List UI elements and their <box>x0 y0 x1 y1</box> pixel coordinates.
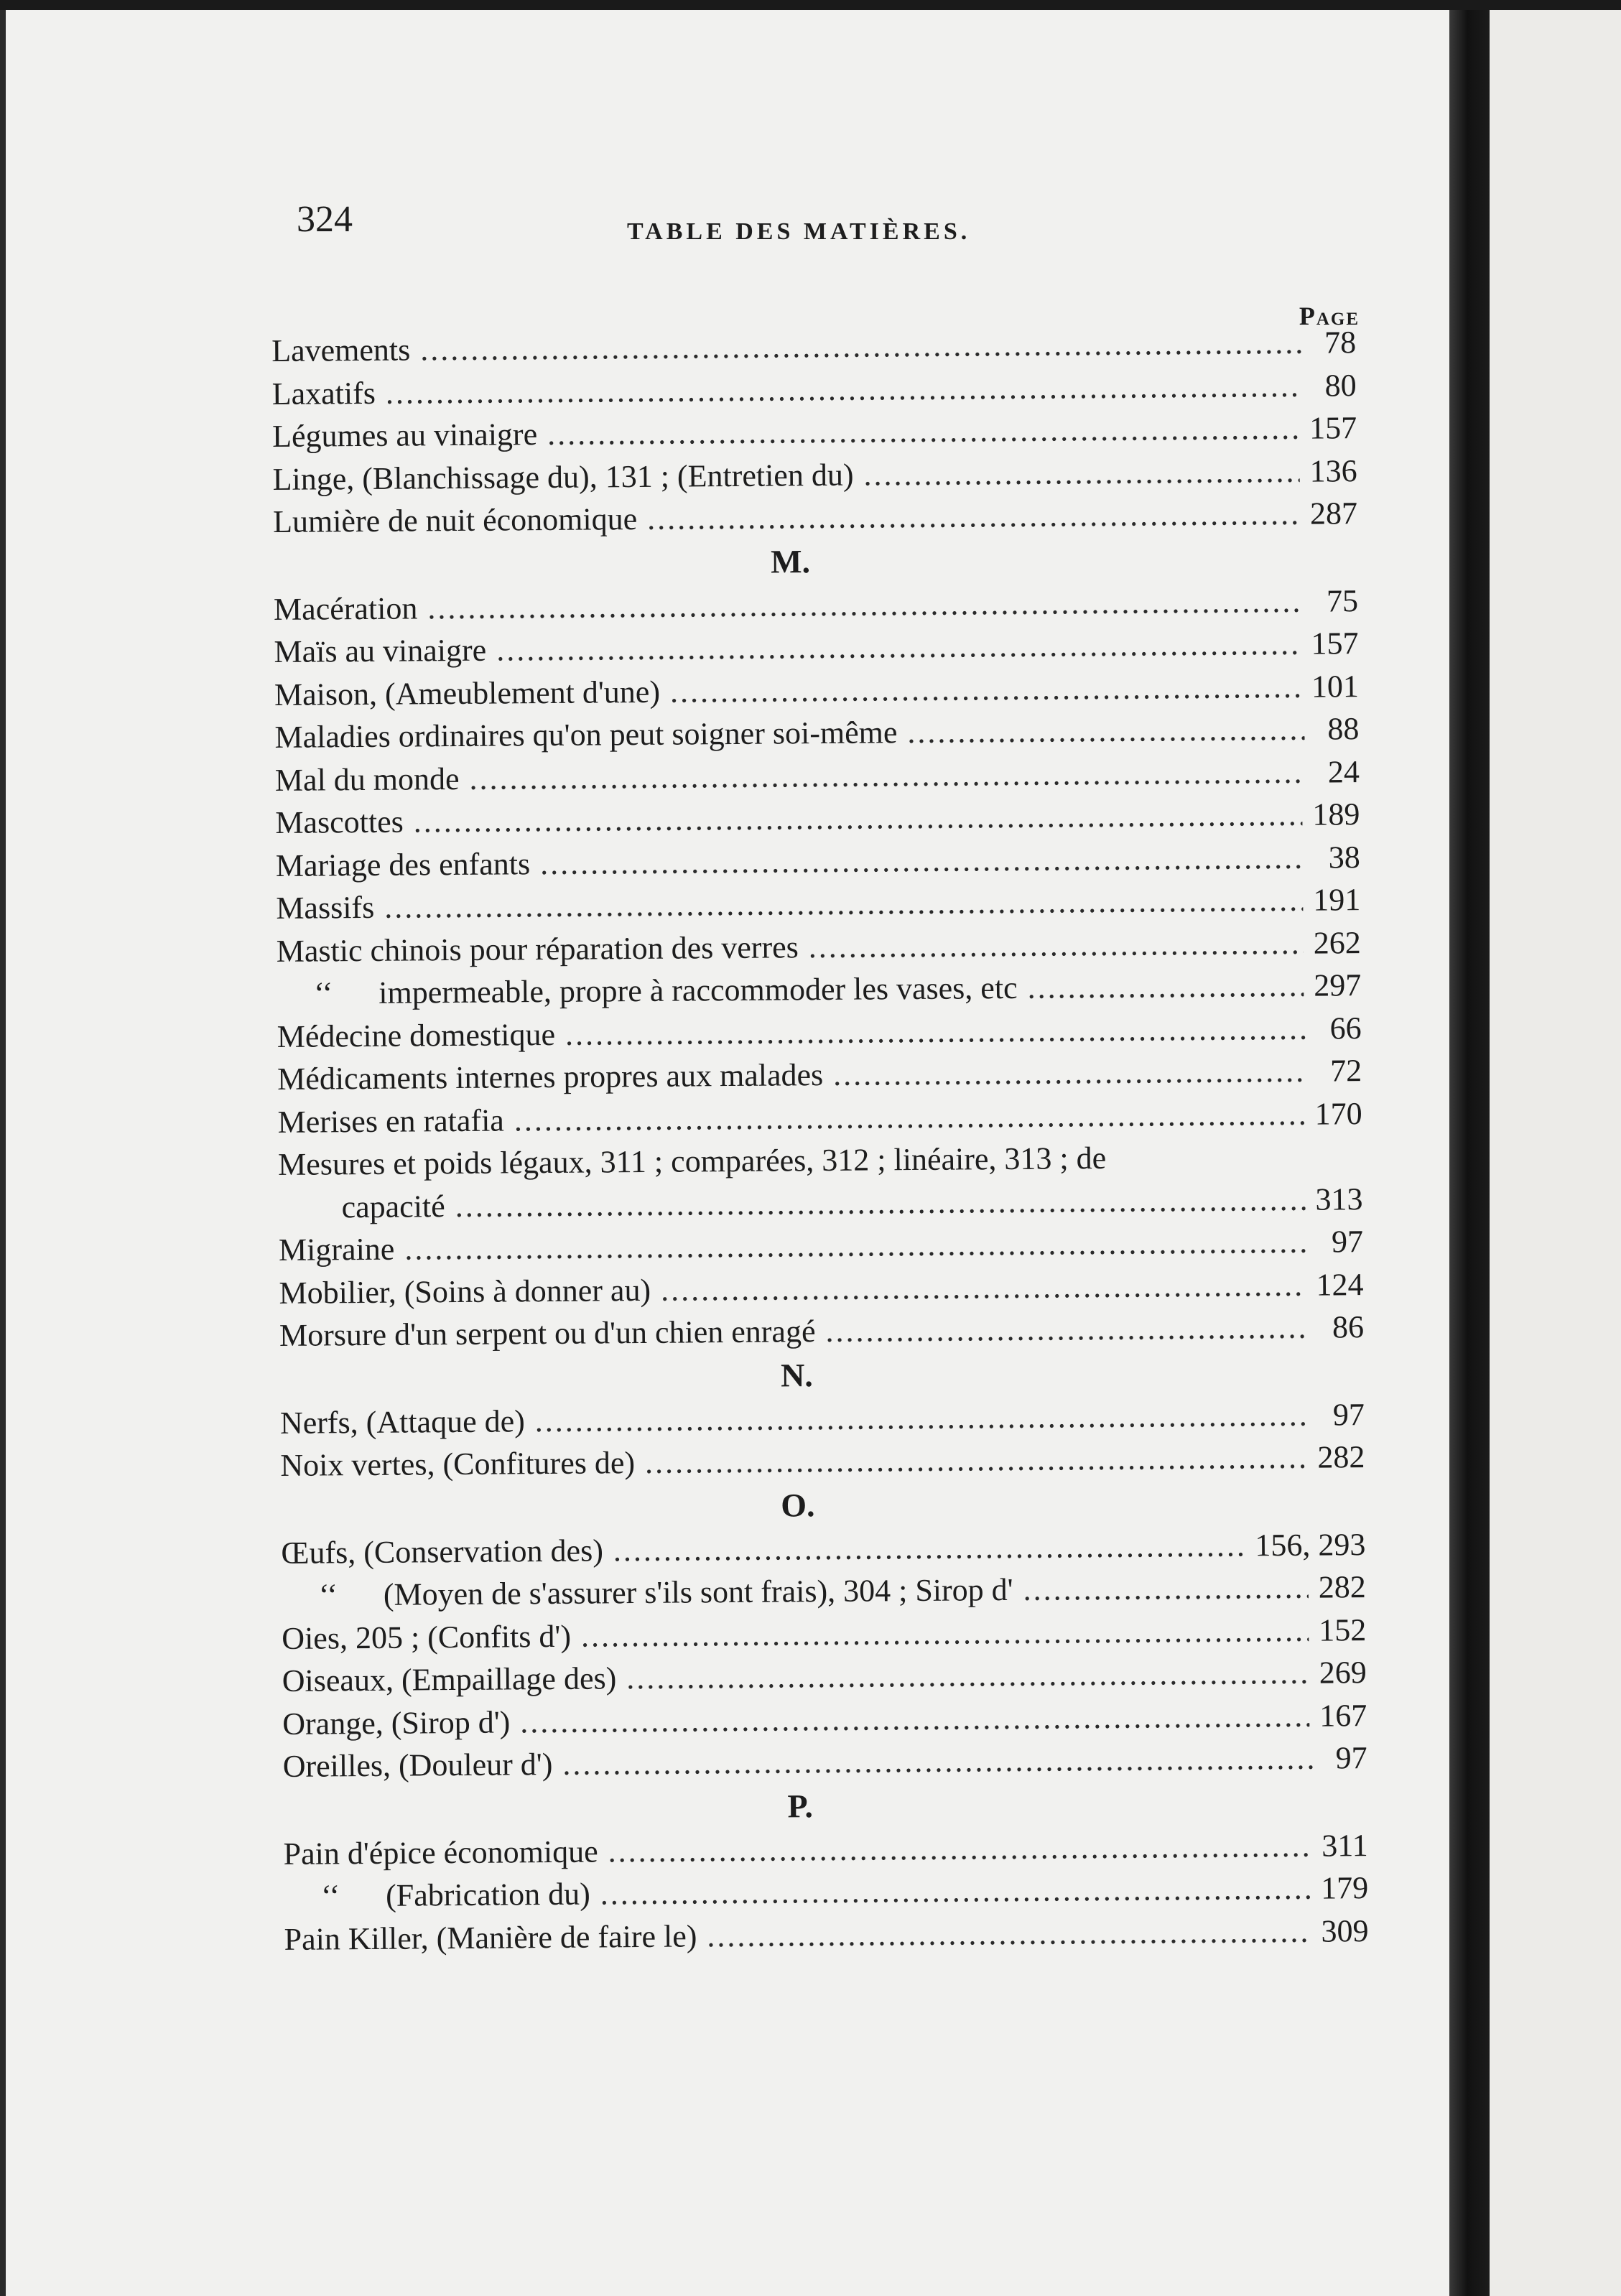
leader-dots <box>420 322 1301 371</box>
entry-pages: 282 <box>1317 1439 1365 1475</box>
entry-label: Mal du monde <box>274 761 460 798</box>
entry-pages: 86 <box>1332 1309 1365 1345</box>
entry-label: Massifs <box>276 889 375 926</box>
entry-label: Maïs au vinaigre <box>274 632 487 669</box>
entry-label: Légumes au vinaigre <box>271 417 538 454</box>
entry-pages: 311 <box>1322 1827 1368 1864</box>
leader-dots <box>707 1910 1311 1957</box>
entry-label: Oiseaux, (Empaillage des) <box>282 1660 617 1698</box>
leader-dots <box>520 1694 1309 1743</box>
entry-pages: 287 <box>1309 496 1358 531</box>
index-entry <box>280 1436 1365 1487</box>
leader-dots <box>540 836 1306 885</box>
entry-label: Mascottes <box>275 804 404 840</box>
leader-dots <box>455 1178 1305 1227</box>
page-header <box>297 198 1360 256</box>
leader-dots <box>386 364 1302 414</box>
entry-label: Oies, 205 ; (Confits d') <box>282 1618 572 1656</box>
leader-dots <box>907 708 1305 754</box>
entry-label: Laxatifs <box>271 375 376 412</box>
index-entry <box>282 1737 1367 1788</box>
leader-dots <box>535 1393 1311 1442</box>
leader-dots <box>600 1867 1311 1915</box>
leader-dots <box>547 407 1299 456</box>
entry-label: Macération <box>273 590 418 627</box>
leader-dots <box>427 580 1304 629</box>
leader-dots <box>562 1737 1313 1786</box>
leader-dots <box>825 1306 1309 1353</box>
leader-dots <box>608 1824 1311 1872</box>
page-column-header: Page <box>1299 302 1360 330</box>
index-entry <box>279 1306 1364 1357</box>
entry-label: Maladies ordinaires qu'on peut soigner soi-même <box>274 715 898 755</box>
entry-pages: 170 <box>1314 1095 1362 1132</box>
leader-dots <box>613 1524 1245 1571</box>
entry-pages: 72 <box>1329 1053 1362 1089</box>
index-entry <box>284 1910 1368 1961</box>
entry-pages: 179 <box>1320 1870 1369 1906</box>
entry-label-continuation: capacité <box>341 1188 445 1224</box>
entry-pages: 189 <box>1312 796 1360 832</box>
entry-pages: 80 <box>1324 367 1357 403</box>
entry-label: Pain d'épice économique <box>283 1833 598 1872</box>
leader-dots <box>1023 1566 1309 1612</box>
ditto-mark: ‘‘ <box>314 975 333 1011</box>
leader-dots <box>647 493 1300 541</box>
leader-dots <box>1027 965 1304 1010</box>
leader-dots <box>404 1221 1309 1270</box>
entry-label: Médecine domestique <box>277 1016 556 1054</box>
entry-label: Lavements <box>271 332 411 368</box>
entry-pages: 97 <box>1331 1224 1364 1260</box>
book-page <box>6 10 1449 2296</box>
index-entry <box>273 492 1357 543</box>
entry-pages: 38 <box>1328 839 1361 875</box>
entry-pages: 75 <box>1326 582 1359 618</box>
entry-label: Orange, (Sirop d') <box>282 1704 511 1742</box>
leader-dots <box>581 1609 1309 1657</box>
entry-label: ‘‘ (Moyen de s'assurer s'ils sont frais), 304 ; Sirop d' <box>282 1568 1013 1617</box>
entry-pages: 136 <box>1309 452 1357 489</box>
entry-pages: 24 <box>1327 753 1360 789</box>
entry-pages: 66 <box>1329 1010 1362 1046</box>
entry-label: Mariage des enfants <box>275 845 531 883</box>
leader-dots <box>661 1263 1306 1311</box>
leader-dots <box>496 623 1301 671</box>
leader-dots <box>863 450 1300 496</box>
leader-dots <box>645 1436 1308 1484</box>
facing-page-edge <box>1490 10 1621 2296</box>
entry-pages: 309 <box>1321 1912 1369 1949</box>
entry-pages: 124 <box>1316 1266 1364 1303</box>
section-letter: M. <box>770 542 811 580</box>
entry-pages: 191 <box>1313 882 1361 918</box>
entry-pages: 101 <box>1311 668 1360 705</box>
leader-dots <box>469 750 1305 800</box>
running-title: TABLE DES MATIÈRES. <box>627 218 971 245</box>
entry-pages: 97 <box>1335 1740 1367 1776</box>
entry-pages: 78 <box>1324 325 1357 361</box>
entry-label: Mobilier, (Soins à donner au) <box>279 1272 651 1311</box>
entry-pages: 97 <box>1332 1396 1365 1432</box>
entry-pages: 157 <box>1311 626 1359 661</box>
entry-label: Médicaments internes propres aux malades <box>277 1056 824 1097</box>
entry-pages: 269 <box>1319 1655 1367 1691</box>
entry-label: Mesures et poids légaux, 311 ; comparées, 312 ; linéaire, 313 ; de <box>277 1140 1107 1182</box>
entry-label: Morsure d'un serpent ou d'un chien enragé <box>279 1314 816 1353</box>
entry-pages: 152 <box>1319 1612 1367 1648</box>
entry-pages: 157 <box>1309 410 1357 446</box>
entry-pages: 167 <box>1319 1697 1367 1734</box>
entry-label: Maison, (Ameublement d'une) <box>274 674 661 712</box>
section-letter: O. <box>781 1486 815 1523</box>
leader-dots <box>565 1007 1307 1056</box>
leader-dots <box>514 1092 1305 1141</box>
entry-label: Merises en ratafia <box>277 1102 505 1140</box>
entry-pages: 313 <box>1315 1181 1363 1217</box>
entry-label: ‘‘ (Fabrication du) <box>284 1873 590 1918</box>
section-letter: P. <box>787 1787 814 1824</box>
leader-dots <box>414 794 1303 843</box>
scan-border <box>0 0 1621 10</box>
entry-label: Pain Killer, (Manière de faire le) <box>284 1918 697 1957</box>
entry-pages: 297 <box>1314 967 1362 1003</box>
entry-pages: 282 <box>1318 1569 1366 1605</box>
section-letter: N. <box>780 1356 814 1393</box>
entry-label: Œufs, (Conservation des) <box>281 1532 604 1571</box>
ditto-mark: ‘‘ <box>318 1577 338 1613</box>
entry-label: ‘‘ impermeable, propre à raccommoder les vases, etc <box>277 967 1018 1015</box>
book-gutter <box>1449 10 1490 2296</box>
leader-dots <box>384 879 1304 929</box>
entry-pages: 88 <box>1327 711 1360 747</box>
entry-label: Lumière de nuit économique <box>272 501 638 539</box>
entry-label: Linge, (Blanchissage du), 131 ; (Entretien du) <box>272 457 854 497</box>
index-entry <box>277 1092 1362 1143</box>
entry-label: Noix vertes, (Confitures de) <box>280 1445 636 1483</box>
table-of-contents <box>271 321 1369 1961</box>
entry-label: Nerfs, (Attaque de) <box>279 1403 525 1441</box>
leader-dots <box>833 1050 1307 1097</box>
entry-label: Mastic chinois pour réparation des verres <box>276 929 799 969</box>
entry-label: Oreilles, (Douleur d') <box>282 1746 553 1784</box>
entry-pages: 156, 293 <box>1255 1526 1366 1563</box>
leader-dots <box>809 921 1304 968</box>
leader-dots <box>626 1652 1309 1700</box>
leader-dots <box>670 665 1301 712</box>
page-number: 324 <box>297 199 353 240</box>
entry-label: Migraine <box>278 1231 395 1268</box>
ditto-mark: ‘‘ <box>320 1878 340 1914</box>
entry-pages: 262 <box>1313 924 1361 961</box>
